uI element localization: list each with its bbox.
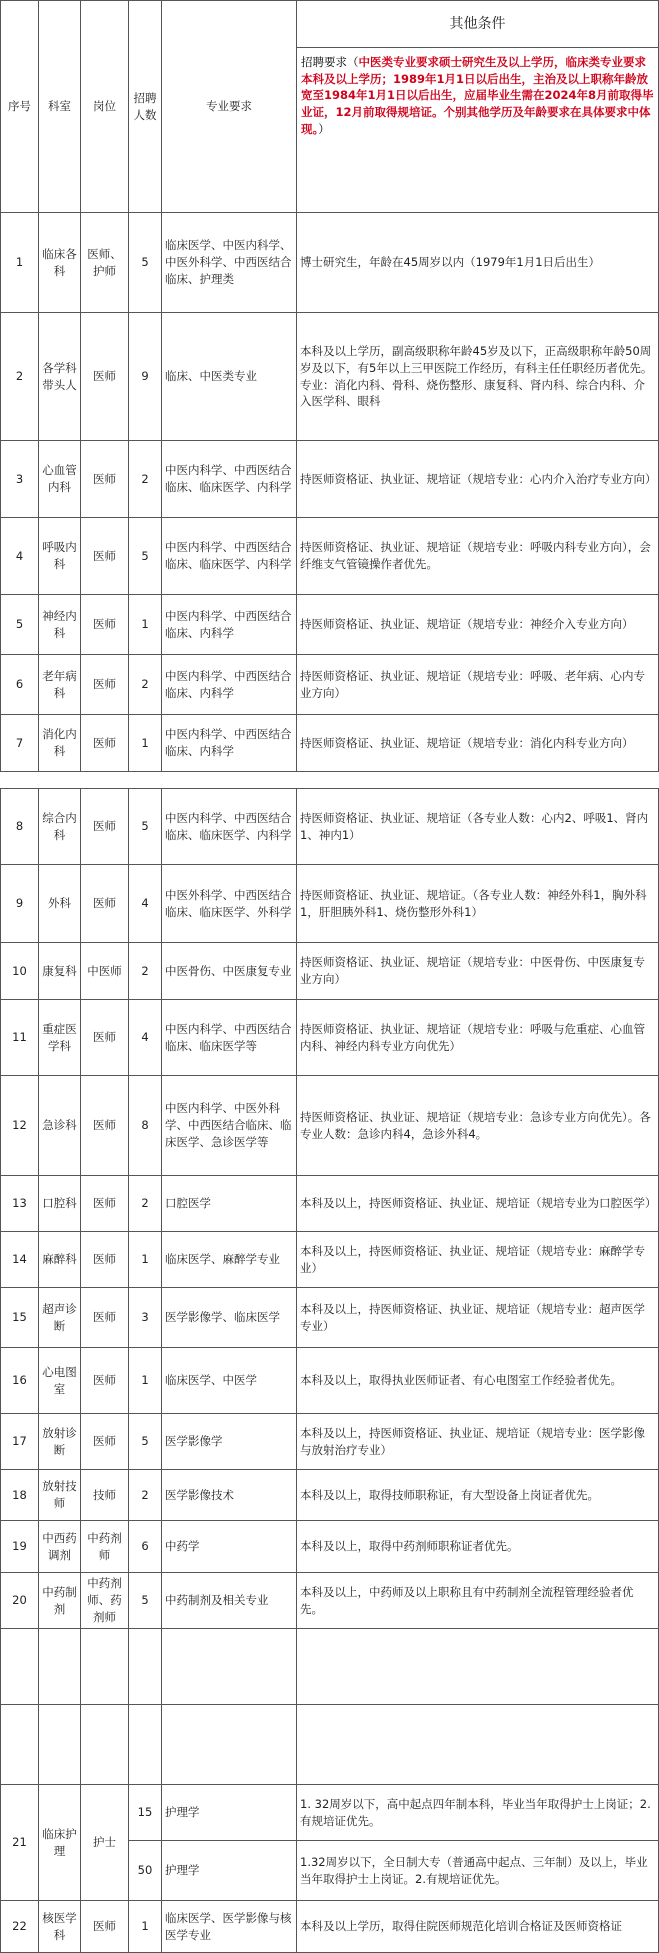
cell-count (129, 1629, 162, 1705)
cell-other: 1.32周岁以下，全日制大专（普通高中起点、三年制）及以上，毕业当年取得护士上岗证。2.有规培证优先。 (297, 1841, 659, 1901)
req-suffix: ） (318, 121, 330, 136)
cell-other: 持医师资格证、执业证、规培证（规培专业：呼吸、老年病、心内专业方向） (297, 655, 659, 715)
table-row (1, 1348, 659, 1414)
table-row (1, 1521, 659, 1573)
cell-post: 医师 (81, 715, 129, 772)
cell-no: 17 (1, 1414, 39, 1470)
cell-count: 2 (129, 1470, 162, 1521)
req-prefix: 招聘要求（ (301, 55, 359, 69)
header-major: 专业要求 (162, 1, 297, 213)
cell-other: 本科及以上，持医师资格证、执业证、规培证（规培专业：医学影像与放射治疗专业） (297, 1414, 659, 1470)
cell-count: 1 (129, 1901, 162, 1953)
cell-major: 中医内科学、中西医结合临床、临床医学、内科学 (162, 518, 297, 595)
cell-major: 护理学 (162, 1841, 297, 1901)
table-row (1, 1414, 659, 1470)
cell-other: 本科及以上，取得中药剂师职称证者优先。 (297, 1521, 659, 1573)
cell-no: 14 (1, 1232, 39, 1288)
header-post: 岗位 (81, 1, 129, 213)
cell-dept: 重症医学科 (39, 1000, 81, 1076)
cell-post: 医师 (81, 865, 129, 943)
table-row (1, 441, 659, 518)
cell-other: 持医师资格证、执业证、规培证（规培专业：中医骨伤、中医康复专业方向） (297, 943, 659, 1000)
cell-other: 本科及以上，取得技师职称证，有大型设备上岗证者优先。 (297, 1470, 659, 1521)
cell-other: 本科及以上，中药师及以上职称且有中药制剂全流程管理经验者优先。 (297, 1573, 659, 1629)
cell-post: 医师 (81, 313, 129, 441)
header-no: 序号 (1, 1, 39, 213)
cell-dept: 呼吸内科 (39, 518, 81, 595)
cell-count: 2 (129, 943, 162, 1000)
cell-no: 9 (1, 865, 39, 943)
cell-other (297, 1629, 659, 1705)
cell-post: 中医师 (81, 943, 129, 1000)
cell-dept: 老年病科 (39, 655, 81, 715)
cell-major: 临床医学、中医内科学、中医外科学、中西医结合临床、护理类 (162, 213, 297, 313)
cell-dept: 放射诊断 (39, 1414, 81, 1470)
cell-post: 医师、护师 (81, 213, 129, 313)
cell-major (162, 1705, 297, 1785)
cell-dept: 麻醉科 (39, 1232, 81, 1288)
cell-no: 3 (1, 441, 39, 518)
table-row (1, 1629, 659, 1705)
table-row (1, 655, 659, 715)
cell-other: 持医师资格证、执业证、规培证。（各专业人数：神经外科1，胸外科1，肝胆胰外科1、烧伤整形外科1） (297, 865, 659, 943)
header-row (1, 1, 659, 213)
cell-major: 医学影像学 (162, 1414, 297, 1470)
cell-major: 临床医学、医学影像与核医学专业 (162, 1901, 297, 1953)
cell-no: 1 (1, 213, 39, 313)
cell-post (81, 1629, 129, 1705)
cell-dept: 中药制剂 (39, 1573, 81, 1629)
table-row (1, 1573, 659, 1629)
cell-major: 中药制剂及相关专业 (162, 1573, 297, 1629)
cell-count: 1 (129, 1232, 162, 1288)
cell-no: 19 (1, 1521, 39, 1573)
table-row (1, 1000, 659, 1076)
cell-count: 4 (129, 865, 162, 943)
cell-dept: 各学科带头人 (39, 313, 81, 441)
cell-major: 中医内科学、中医外科学、中西医结合临床、临床医学、急诊医学等 (162, 1076, 297, 1176)
table-row (1, 313, 659, 441)
cell-dept: 放射技师 (39, 1470, 81, 1521)
header-other: 其他条件 (297, 1, 658, 48)
cell-no: 16 (1, 1348, 39, 1414)
table-row (1, 1176, 659, 1232)
cell-no: 12 (1, 1076, 39, 1176)
cell-other: 博士研究生，年龄在45周岁以内（1979年1月1日后出生） (297, 213, 659, 313)
cell-no: 20 (1, 1573, 39, 1629)
cell-other: 本科及以上，持医师资格证、执业证、规培证（规培专业：麻醉学专业） (297, 1232, 659, 1288)
cell-major: 医学影像学、临床医学 (162, 1288, 297, 1348)
cell-other: 持医师资格证、执业证、规培证（各专业人数：心内2、呼吸1、肾内1、神内1） (297, 789, 659, 865)
cell-count: 3 (129, 1288, 162, 1348)
table-row (1, 1232, 659, 1288)
cell-other: 持医师资格证、执业证、规培证（规培专业：呼吸内科专业方向），会纤维支气管镜操作者优先。 (297, 518, 659, 595)
cell-count: 1 (129, 715, 162, 772)
cell-no: 8 (1, 789, 39, 865)
cell-other: 持医师资格证、执业证、规培证（规培专业：呼吸与危重症、心血管内科、神经内科专业方向优先） (297, 1000, 659, 1076)
cell-dept: 核医学科 (39, 1901, 81, 1953)
cell-post: 技师 (81, 1470, 129, 1521)
cell-other: 本科及以上，取得执业医师证者、有心电图室工作经验者优先。 (297, 1348, 659, 1414)
cell-major: 中医内科学、中西医结合临床、临床医学、内科学 (162, 789, 297, 865)
cell-post (81, 1705, 129, 1785)
cell-count: 4 (129, 1000, 162, 1076)
cell-other: 持医师资格证、执业证、规培证（规培专业：神经介入专业方向） (297, 595, 659, 655)
cell-other: 本科及以上，持医师资格证、执业证、规培证（规培专业为口腔医学） (297, 1176, 659, 1232)
table-row (1, 789, 659, 865)
cell-count: 9 (129, 313, 162, 441)
cell-no: 7 (1, 715, 39, 772)
cell-post: 医师 (81, 1232, 129, 1288)
header-dept: 科室 (39, 1, 81, 213)
cell-major: 中医内科学、中西医结合临床、内科学 (162, 715, 297, 772)
cell-other: 持医师资格证、执业证、规培证（规培专业：急诊专业方向优先）。各专业人数：急诊内科4，急诊外科4。 (297, 1076, 659, 1176)
cell-dept: 外科 (39, 865, 81, 943)
cell-major (162, 1629, 297, 1705)
cell-other (297, 1705, 659, 1785)
cell-other: 本科及以上，持医师资格证、执业证、规培证（规培专业：超声医学专业） (297, 1288, 659, 1348)
cell-post: 医师 (81, 1348, 129, 1414)
recruitment-table-part1 (0, 0, 659, 772)
cell-major: 中医内科学、中西医结合临床、内科学 (162, 655, 297, 715)
cell-major: 口腔医学 (162, 1176, 297, 1232)
cell-no: 6 (1, 655, 39, 715)
cell-no: 5 (1, 595, 39, 655)
cell-no: 2 (1, 313, 39, 441)
table-row (1, 595, 659, 655)
cell-post: 医师 (81, 1076, 129, 1176)
cell-major: 中药学 (162, 1521, 297, 1573)
cell-post: 医师 (81, 441, 129, 518)
cell-major: 中医外科学、中西医结合临床、临床医学、外科学 (162, 865, 297, 943)
cell-count (129, 1705, 162, 1785)
cell-no (1, 1705, 39, 1785)
table-row (1, 518, 659, 595)
header-count: 招聘人数 (129, 1, 162, 213)
cell-count: 1 (129, 595, 162, 655)
cell-count: 2 (129, 441, 162, 518)
cell-count: 5 (129, 1573, 162, 1629)
recruitment-table-part2 (0, 788, 659, 1953)
cell-dept: 康复科 (39, 943, 81, 1000)
cell-post: 中药剂师 (81, 1521, 129, 1573)
cell-count: 15 (129, 1785, 162, 1841)
table-row (1, 943, 659, 1000)
cell-count: 2 (129, 655, 162, 715)
cell-dept: 超声诊断 (39, 1288, 81, 1348)
cell-dept: 中西药调剂 (39, 1521, 81, 1573)
cell-major: 临床、中医类专业 (162, 313, 297, 441)
cell-count: 5 (129, 789, 162, 865)
cell-dept: 临床护理 (39, 1785, 81, 1901)
cell-no (1, 1629, 39, 1705)
cell-count: 5 (129, 1414, 162, 1470)
cell-count: 1 (129, 1348, 162, 1414)
cell-post: 医师 (81, 595, 129, 655)
cell-count: 8 (129, 1076, 162, 1176)
table-row (1, 213, 659, 313)
cell-dept (39, 1705, 81, 1785)
cell-major: 医学影像技术 (162, 1470, 297, 1521)
cell-no: 21 (1, 1785, 39, 1901)
cell-dept: 神经内科 (39, 595, 81, 655)
cell-no: 10 (1, 943, 39, 1000)
table-row (1, 1705, 659, 1785)
req-red-text: 中医类专业要求硕士研究生及以上学历，临床类专业要求本科及以上学历；1989年1月1日以后出生，主治及以上职称年龄放宽至1984年1月1日以后出生，应届毕业生需在2024年8月前取得毕业证，12月前取得规培证。个别其他学历及年龄要求在具体要求中体现。 (301, 55, 654, 136)
cell-dept: 心电图室 (39, 1348, 81, 1414)
cell-no: 15 (1, 1288, 39, 1348)
cell-count: 5 (129, 213, 162, 313)
cell-no: 22 (1, 1901, 39, 1953)
cell-post: 医师 (81, 1901, 129, 1953)
cell-no: 18 (1, 1470, 39, 1521)
table-row (1, 1288, 659, 1348)
cell-dept: 临床各科 (39, 213, 81, 313)
table-row (1, 1076, 659, 1176)
cell-post: 医师 (81, 655, 129, 715)
requirements-note (297, 48, 658, 143)
cell-no: 11 (1, 1000, 39, 1076)
cell-count: 5 (129, 518, 162, 595)
cell-post: 医师 (81, 789, 129, 865)
cell-post: 医师 (81, 1000, 129, 1076)
cell-dept: 急诊科 (39, 1076, 81, 1176)
cell-dept: 综合内科 (39, 789, 81, 865)
cell-major: 中医内科学、中西医结合临床、临床医学等 (162, 1000, 297, 1076)
table-row (1, 715, 659, 772)
cell-count: 6 (129, 1521, 162, 1573)
cell-no: 13 (1, 1176, 39, 1232)
cell-dept: 消化内科 (39, 715, 81, 772)
cell-post: 医师 (81, 1414, 129, 1470)
cell-post: 医师 (81, 1288, 129, 1348)
cell-no: 4 (1, 518, 39, 595)
cell-major: 护理学 (162, 1785, 297, 1841)
cell-other: 1. 32周岁以下，高中起点四年制本科，毕业当年取得护士上岗证；2.有规培证优先。 (297, 1785, 659, 1841)
cell-post: 中药剂师、药剂师 (81, 1573, 129, 1629)
header-other-cell (297, 1, 659, 213)
cell-major: 临床医学、麻醉学专业 (162, 1232, 297, 1288)
cell-major: 中医骨伤、中医康复专业 (162, 943, 297, 1000)
table-row (1, 1785, 659, 1841)
cell-other: 持医师资格证、执业证、规培证（规培专业：心内介入治疗专业方向） (297, 441, 659, 518)
cell-other: 本科及以上学历，副高级职称年龄45岁及以下，正高级职称年龄50周岁及以下，有5年以上三甲医院工作经历，有科主任任职经历者优先。专业：消化内科、骨科、烧伤整形、康复科、肾内科、综合内科、介入医学科、眼科 (297, 313, 659, 441)
table-row (1, 1470, 659, 1521)
cell-post: 医师 (81, 518, 129, 595)
cell-major: 中医内科学、中西医结合临床、临床医学、内科学 (162, 441, 297, 518)
cell-post: 医师 (81, 1176, 129, 1232)
cell-dept: 口腔科 (39, 1176, 81, 1232)
cell-count: 50 (129, 1841, 162, 1901)
cell-count: 2 (129, 1176, 162, 1232)
cell-dept: 心血管内科 (39, 441, 81, 518)
cell-major: 中医内科学、中西医结合临床、内科学 (162, 595, 297, 655)
cell-other: 本科及以上学历，取得住院医师规范化培训合格证及医师资格证 (297, 1901, 659, 1953)
cell-post: 护士 (81, 1785, 129, 1901)
table-row (1, 1901, 659, 1953)
cell-other: 持医师资格证、执业证、规培证（规培专业：消化内科专业方向） (297, 715, 659, 772)
cell-dept (39, 1629, 81, 1705)
cell-major: 临床医学、中医学 (162, 1348, 297, 1414)
table-row (1, 865, 659, 943)
